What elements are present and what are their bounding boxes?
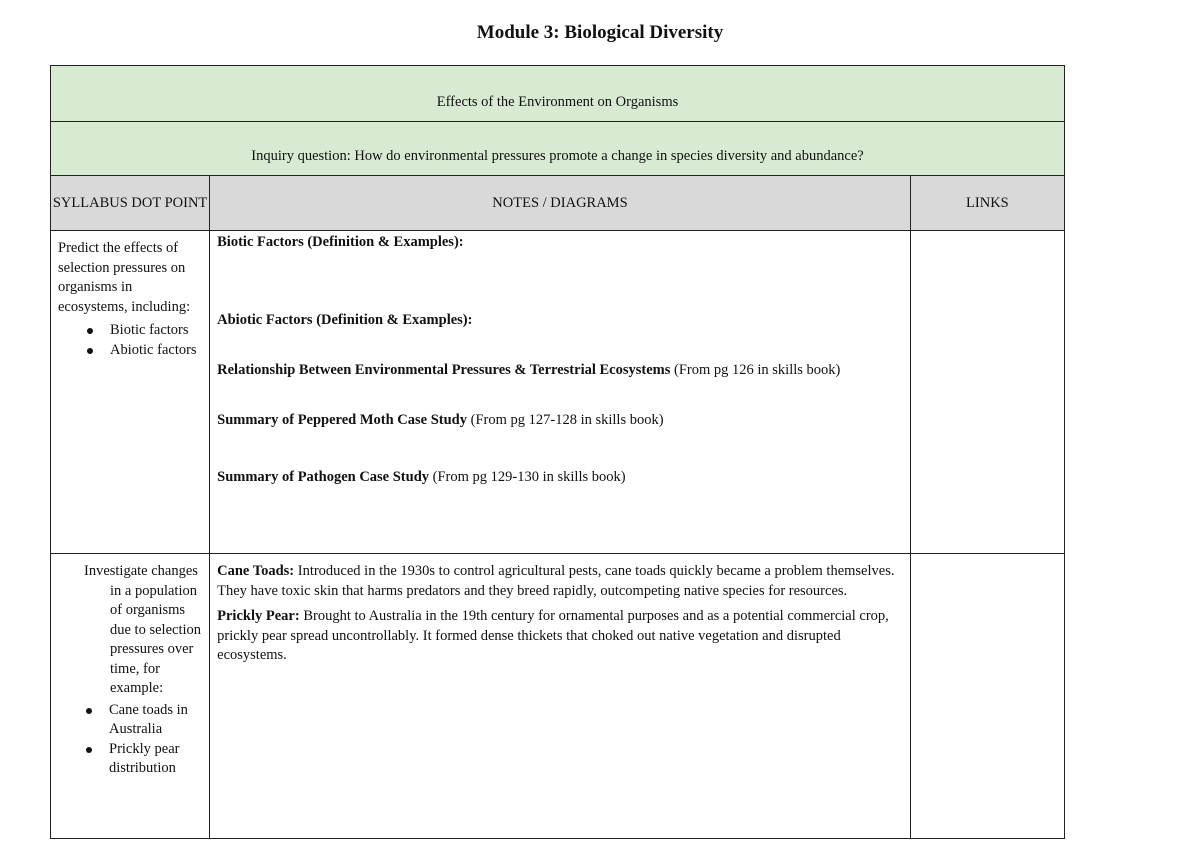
note-heading: Biotic Factors (Definition & Examples): <box>217 234 464 250</box>
note-heading: Abiotic Factors (Definition & Examples): <box>217 311 473 328</box>
list-item: Abiotic factors <box>110 341 203 361</box>
list-item: Biotic factors <box>110 321 203 341</box>
note-biotic <box>217 233 904 253</box>
note-text: (From pg 129-130 in skills book) <box>429 469 626 485</box>
header-syllabus-dot-point: SYLLABUS DOT POINT <box>51 176 210 231</box>
syllabus-text: Investigate changes in a population of organisms due to selection pressures over time, for example: <box>84 563 202 696</box>
table-row <box>51 554 1065 839</box>
topic-heading: Effects of the Environment on Organisms <box>436 94 679 110</box>
page-title: Module 3: Biological Diversity <box>476 22 724 43</box>
syllabus-bullet-list <box>57 701 205 779</box>
note-heading: Relationship Between Environmental Pressures & Terrestrial Ecosystems <box>217 362 671 378</box>
links-cell[interactable] <box>910 554 1064 839</box>
list-item: Cane toads in Australia <box>109 701 205 740</box>
table-row <box>51 231 1065 554</box>
syllabus-bullet-list <box>58 321 203 360</box>
note-text: (From pg 126 in skills book) <box>670 362 841 378</box>
list-item: Prickly pear distribution <box>109 740 205 779</box>
inquiry-question-cell <box>51 122 1065 176</box>
note-relationship <box>217 361 904 381</box>
note-text: Brought to Australia in the 19th century for ornamental purposes and as a potential commercial crop, prickly pear spread uncontrollably. It formed dense thickets that choked out native vegetation and disrupted ecosystems. <box>217 608 889 663</box>
notes-cell[interactable] <box>210 554 911 839</box>
syllabus-cell <box>51 231 210 554</box>
note-pathogen <box>217 468 904 488</box>
header-links: LINKS <box>910 176 1064 231</box>
note-text: Introduced in the 1930s to control agricultural pests, cane toads quickly became a problem themselves. They have toxic skin that harms predators and they breed rapidly, outcompeting native species for resources. <box>217 563 895 599</box>
note-peppered-moth <box>217 411 904 431</box>
header-notes-diagrams: NOTES / DIAGRAMS <box>210 176 911 231</box>
note-text: (From pg 127-128 in skills book) <box>467 411 664 428</box>
syllabus-cell <box>51 554 210 839</box>
note-heading: Prickly Pear: <box>217 608 300 624</box>
links-cell[interactable] <box>910 231 1064 554</box>
notes-cell[interactable] <box>210 231 911 554</box>
note-heading: Summary of Pathogen Case Study <box>217 469 430 485</box>
note-prickly-pear <box>217 607 904 666</box>
syllabus-table <box>50 65 1065 839</box>
note-heading: Summary of Peppered Moth Case Study <box>217 411 467 428</box>
syllabus-text: Predict the effects of selection pressures on organisms in ecosystems, including: <box>58 240 191 315</box>
topic-heading-cell <box>51 66 1065 122</box>
note-heading: Cane Toads: <box>217 563 295 579</box>
note-cane-toads <box>217 562 904 601</box>
inquiry-question: Inquiry question: How do environmental pressures promote a change in species diversity and abundance? <box>251 148 864 164</box>
note-abiotic <box>217 311 904 331</box>
